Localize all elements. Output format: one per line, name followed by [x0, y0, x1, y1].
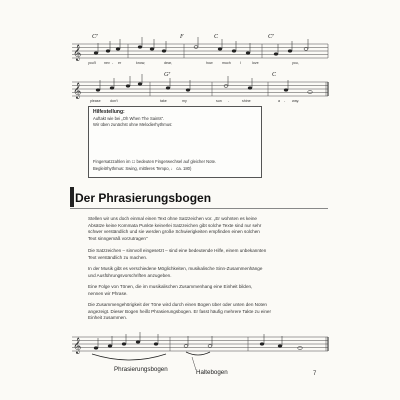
lyric: my [182, 99, 187, 103]
lyric: shine [242, 99, 251, 103]
hint-footer-line: Fingersatzzahlen im ☐ bedeuten Fingerwechsel auf gleicher Note. [93, 159, 217, 164]
section-title: Der Phrasierungsbogen [75, 191, 212, 205]
lyric: dear, [164, 61, 172, 65]
hint-footer-line: Begleitrhythmus: Swing, mittleres Tempo, ♩ ca. 180) [93, 166, 192, 171]
lyric: - [228, 99, 230, 103]
hint-line: Auftakt wie bei „Oh When The Saints". [93, 116, 165, 121]
lyric: don't [110, 99, 118, 103]
lyric: you, [292, 61, 299, 65]
tie-label: Haltebogen [196, 369, 228, 376]
paragraph [88, 284, 328, 297]
hint-line: Wir üben zunächst ohne Melodierhythmus: [93, 122, 173, 127]
paragraph [88, 248, 328, 261]
text-line: angezeigt. Dieser Bogen heißt Phrasierungsbogen. Er fasst häufig mehrere Takte zu einer [88, 308, 272, 314]
svg-text:𝄞: 𝄞 [73, 45, 82, 61]
text-line: Einheit zusammen. [88, 315, 128, 321]
text-line: Die Satzzeichen – sinnvoll eingesetzt – sind eine bedeutende Hilfe, einem unbekannten [88, 248, 267, 253]
hint-box [88, 106, 262, 178]
lyric: I [240, 61, 241, 65]
lyric: a [278, 99, 280, 103]
lyric: much [222, 61, 231, 65]
lyric: know, [136, 61, 146, 65]
lyric: - [112, 61, 114, 65]
text-line: schwer verständlich und sie werden große Schwierigkeiten empfinden einen solchen [88, 229, 260, 235]
paragraph [88, 266, 328, 279]
lyric: how [206, 61, 213, 65]
lyric: way. [292, 99, 300, 103]
chord-symbol: C [272, 72, 277, 78]
lyric: nev [104, 61, 110, 65]
lyric: sun [216, 99, 222, 103]
svg-text:𝄞: 𝄞 [73, 338, 82, 354]
text-line: und Ausführungsvorschriften anzugeben. [88, 272, 172, 278]
svg-text:𝄞: 𝄞 [73, 83, 82, 99]
lyric: you'll [88, 61, 97, 65]
text-line: Stellen wir uns doch einmal einen Text ohne Satzzeichen vor. „Er wohnten es keine [88, 216, 257, 221]
text-line: Die Zusammengehörigkeit der Töne wird durch einen Bogen über oder unten den Noten [88, 302, 267, 307]
chord-symbol: C [214, 34, 219, 40]
tie-slur [186, 352, 210, 355]
paragraph [88, 302, 328, 322]
lyric: love [252, 61, 259, 65]
page-number: 7 [313, 371, 317, 377]
chord-symbol: C⁷ [268, 34, 275, 40]
paragraph [88, 216, 328, 242]
chord-symbol: C⁷ [92, 34, 99, 40]
lyric: - [284, 99, 286, 103]
chord-symbol: F [180, 34, 184, 40]
phrasing-label: Phrasierungsbogen [114, 366, 168, 373]
lyric: er [118, 61, 122, 65]
chord-symbol: G⁷ [164, 72, 171, 78]
text-line: Eine Folge von Tönen, die im musikalischen Zusammenhang eine Einheit bilden, [88, 284, 253, 289]
phrasing-slur [92, 354, 166, 360]
text-line: In der Musik gibt es verschiedene Möglichkeiten, musikalische Sinn-Zusammenhänge [88, 266, 263, 271]
text-line: Absätze keine Kommata Punkte keinerlei Satzzeichen gibt solche Texte sind nur sehr [88, 222, 262, 228]
text-line: nennen wir Phrase. [88, 290, 128, 296]
title-accent-bar [70, 187, 74, 207]
lyric: take [160, 99, 167, 103]
text-line: Text verständlich zu machen. [88, 254, 148, 260]
text-line: Text sinngemäß vorzutragen" [88, 235, 148, 241]
hint-title: Hilfestellung: [93, 109, 125, 115]
lyric: please [90, 99, 101, 103]
title-divider [70, 208, 328, 209]
